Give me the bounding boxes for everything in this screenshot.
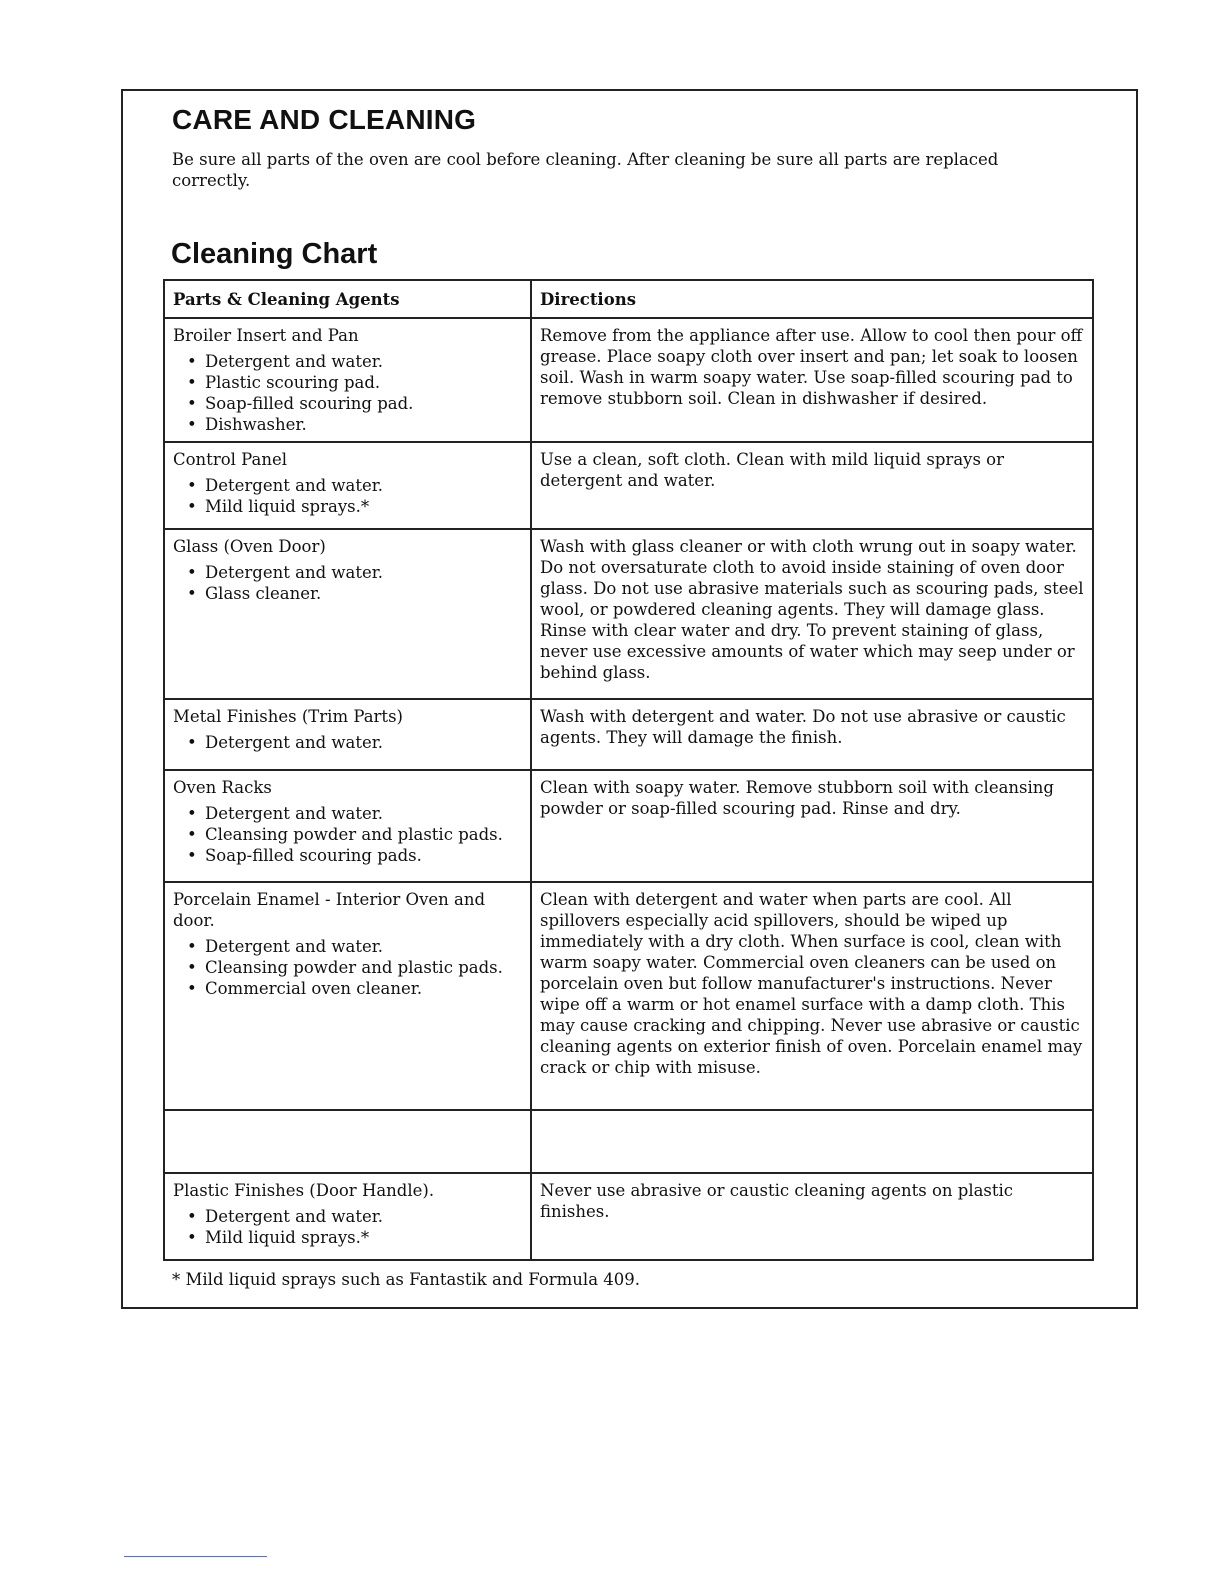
part-cell [164, 882, 531, 1110]
cleaning-agent-item: • Plastic scouring pad. [187, 372, 522, 393]
part-cell [164, 529, 531, 699]
directions-cell [531, 882, 1093, 1110]
part-cell [164, 318, 531, 442]
part-cell [164, 770, 531, 882]
directions-cell [531, 1173, 1093, 1260]
directions-cell [531, 442, 1093, 529]
cleaning-agent-item: • Commercial oven cleaner. [187, 978, 522, 999]
cleaning-agent-item: • Soap-filled scouring pads. [187, 845, 522, 866]
table-row [164, 529, 1093, 699]
directions-text: Wash with glass cleaner or with cloth wrung out in soapy water. Do not oversaturate cloth to avoid inside staining of oven door glass. Do not use abrasive materials such as scouring pads, steel wool, or powdered cleaning agents. They will damage glass. Rinse with clear water and dry. To prevent staining of glass, never use excessive amounts of water which may seep under or behind glass. [540, 537, 1084, 682]
table-row [164, 1173, 1093, 1260]
directions-cell [531, 529, 1093, 699]
cleaning-agents-list [173, 1206, 522, 1248]
cleaning-agent-item: • Glass cleaner. [187, 583, 522, 604]
table-header-row [164, 280, 1093, 318]
part-name: Plastic Finishes (Door Handle). [173, 1181, 435, 1200]
cleaning-agent-item: • Mild liquid sprays.* [187, 496, 522, 517]
part-name: Glass (Oven Door) [173, 537, 326, 556]
cleaning-agents-list [173, 351, 522, 435]
cleaning-agent-item: • Dishwasher. [187, 414, 522, 435]
directions-text: Remove from the appliance after use. Allow to cool then pour off grease. Place soapy cloth over insert and pan; let soak to loosen soil. Wash in warm soapy water. Use soap-filled scouring pad to remove stubborn soil. Clean in dishwasher if desired. [540, 326, 1083, 408]
part-cell [164, 699, 531, 770]
part-cell [164, 442, 531, 529]
column-header-directions: Directions [531, 280, 1093, 318]
cleaning-agents-list [173, 475, 522, 517]
directions-cell [531, 1110, 1093, 1173]
cleaning-agent-item: • Detergent and water. [187, 936, 522, 957]
directions-cell [531, 699, 1093, 770]
table-row [164, 442, 1093, 529]
cleaning-agent-item: • Mild liquid sprays.* [187, 1227, 522, 1248]
cleaning-agent-item: • Detergent and water. [187, 562, 522, 583]
cleaning-chart-table [163, 279, 1094, 1261]
part-name: Broiler Insert and Pan [173, 326, 359, 345]
table-body [164, 318, 1093, 1260]
cleaning-agent-item: • Soap-filled scouring pad. [187, 393, 522, 414]
footnote: * Mild liquid sprays such as Fantastik and Formula 409. [172, 1270, 641, 1289]
bottom-rule [124, 1556, 267, 1557]
cleaning-agent-item: • Cleansing powder and plastic pads. [187, 824, 522, 845]
cleaning-agents-list [173, 732, 522, 753]
table-row [164, 699, 1093, 770]
table-row [164, 1110, 1093, 1173]
intro-paragraph: Be sure all parts of the oven are cool before cleaning. After cleaning be sure all parts are replaced correctly. [172, 150, 999, 190]
table-row [164, 882, 1093, 1110]
page-title: CARE AND CLEANING [172, 104, 477, 135]
cleaning-agents-list [173, 936, 522, 999]
cleaning-agent-item: • Cleansing powder and plastic pads. [187, 957, 522, 978]
directions-cell [531, 770, 1093, 882]
cleaning-agents-list [173, 803, 522, 866]
table-row [164, 770, 1093, 882]
cleaning-agent-item: • Detergent and water. [187, 732, 522, 753]
part-name: Oven Racks [173, 778, 272, 797]
directions-text: Wash with detergent and water. Do not use abrasive or caustic agents. They will damage the finish. [540, 707, 1066, 747]
part-name: Metal Finishes (Trim Parts) [173, 707, 403, 726]
cleaning-agent-item: • Detergent and water. [187, 351, 522, 372]
chart-title: Cleaning Chart [171, 238, 378, 270]
column-header-parts: Parts & Cleaning Agents [164, 280, 531, 318]
part-name: Control Panel [173, 450, 288, 469]
part-cell [164, 1110, 531, 1173]
cleaning-agent-item: • Detergent and water. [187, 475, 522, 496]
part-cell [164, 1173, 531, 1260]
directions-text: Clean with soapy water. Remove stubborn soil with cleansing powder or soap-filled scouring pad. Rinse and dry. [540, 778, 1054, 818]
table-row [164, 318, 1093, 442]
part-name: Porcelain Enamel - Interior Oven and door. [173, 890, 486, 930]
directions-text: Use a clean, soft cloth. Clean with mild liquid sprays or detergent and water. [540, 450, 1005, 490]
cleaning-agent-item: • Detergent and water. [187, 803, 522, 824]
cleaning-agents-list [173, 562, 522, 604]
cleaning-agent-item: • Detergent and water. [187, 1206, 522, 1227]
directions-text: Never use abrasive or caustic cleaning agents on plastic finishes. [540, 1181, 1014, 1221]
directions-cell [531, 318, 1093, 442]
directions-text: Clean with detergent and water when parts are cool. All spillovers especially acid spillovers, should be wiped up immediately with a dry cloth. When surface is cool, clean with warm soapy water. Commercial oven cleaners can be used on porcelain oven but follow manufacturer's instructions. Never wipe off a warm or hot enamel surface with a damp cloth. This may cause cracking and chipping. Never use abrasive or caustic cleaning agents on exterior finish of oven. Porcelain enamel may crack or chip with misuse. [540, 890, 1083, 1077]
